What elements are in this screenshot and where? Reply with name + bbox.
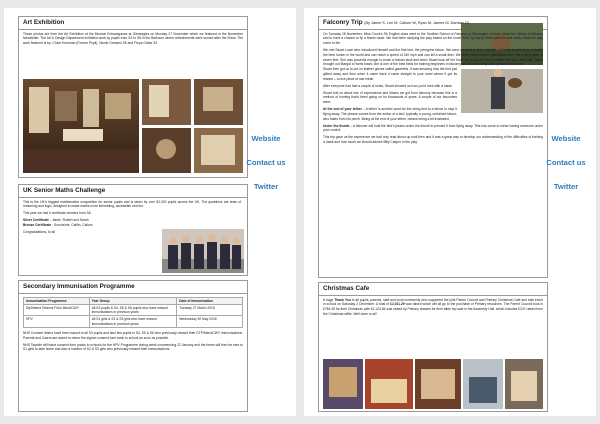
contact-us-link[interactable]: Contact us bbox=[246, 158, 286, 167]
right-page bbox=[304, 8, 596, 416]
falconry-panel bbox=[318, 16, 548, 278]
maths-congrats: Congratulations, to all bbox=[23, 229, 55, 234]
cafe-total: £2,011.29 bbox=[390, 302, 405, 307]
falconry-authors: (By Jamie S, Lee M, Callum W, Ryan M, James M, Damian O) bbox=[364, 21, 469, 25]
table-row bbox=[24, 304, 243, 316]
maths-challenge-title: UK Senior Maths Challenge bbox=[19, 185, 247, 198]
sidebar-links-left bbox=[242, 134, 290, 206]
art-exhibition-panel bbox=[18, 16, 248, 178]
table-cell: Wednesday 30 May 2018 bbox=[177, 316, 243, 328]
website-link[interactable]: Website bbox=[551, 134, 581, 143]
falconry-text bbox=[319, 30, 547, 149]
christmas-cafe-text bbox=[319, 296, 547, 321]
immunisation-panel bbox=[18, 280, 248, 412]
silver-names: - Jamie, Robert and Sarah bbox=[49, 218, 89, 223]
immunisation-consent: NHS Consent letters have been issued to all S3 pupils and also few pupils in S4, S5 & S6 who previously missed their DTP/MenACWY immunisations. Parents and Carers are asked to return the signed consent form back to school as soon as possible. bbox=[23, 330, 243, 340]
maths-winners: This year we had 6 certificate winners from S6. bbox=[23, 211, 92, 216]
twitter-link[interactable]: Twitter bbox=[553, 182, 579, 191]
immunisation-table-header bbox=[24, 297, 243, 304]
website-link[interactable]: Website bbox=[251, 134, 281, 143]
christmas-cafe-body bbox=[323, 298, 543, 317]
cafe-photos-image bbox=[323, 359, 543, 409]
falconry-p2 bbox=[323, 48, 543, 67]
falconry-title: Falconry Trip bbox=[323, 19, 363, 26]
contact-us-link[interactable]: Contact us bbox=[546, 158, 586, 167]
table-cell: Tuesday 27 March 2018 bbox=[177, 304, 243, 316]
idiom-1-label: At the end of your tether bbox=[323, 107, 362, 112]
falconry-idiom-2 bbox=[323, 124, 543, 134]
idiom-2-text: – A falconer will hold the bird's jesses under the thumb to prevent it from flying away. This has come to mean having someone under your control. bbox=[323, 123, 544, 133]
cafe-thank-you: Thank You bbox=[334, 297, 351, 302]
immunisation-table bbox=[23, 297, 243, 328]
art-exhibition-body: These photos are from the Art Exhibition at the Musical Extravaganza at Gleneagles on Monday 27 November which we featured in the November Newsletter. The Art & Design Department exhibited work by pupils from S3 to S6 in the Ballroom where refreshments were served after the Show. The work featured is by: Chloe Horsman (Former Pupil), Nicole Greaves S5 and Freya Oates S3 bbox=[23, 31, 243, 46]
maths-details bbox=[23, 211, 153, 234]
falconry-p1: On Tuesday 28 November, Miss Crook's S6 English class went to the Scottish School of Falconry at Gleneagles to learn about the history of falconry and to have a chance to fly a Harris hawk. We had been studying the play based on the novel "Kes" by Barry Hines and this visit really made the play come to life. bbox=[323, 31, 543, 46]
header-date: Date of Immunisation bbox=[177, 297, 243, 304]
sidebar-links-right bbox=[542, 134, 590, 206]
silver-label: Silver Certificate bbox=[23, 218, 50, 223]
cafe-post: was raised which will all go to the purchase of Primary resources. The Parent Council took in £784.45 for their Christmas cafe £2,124.84 was raised by Primary classes for their table top sale in the Assembly Hall, which includes £247 raised from the Christmas raffle. Well done to all! bbox=[323, 302, 543, 316]
maths-intro: This is the UK's biggest mathematics competition for senior pupils and is taken by over 82,000 pupils across the UK. The questions are tests of reasoning and logic, designed to make maths more interesting, accessible and fun. bbox=[23, 199, 241, 209]
art-exhibition-photo-collage bbox=[23, 79, 243, 173]
idiom-1-text: – A tether is another word for the string tied to a falcon to stop it flying away. The phrase comes from the action of a bird, typically a young, untrained falcon, who bates from his perch. Being at the end of your tether, means being a bit frustrated. bbox=[323, 107, 457, 121]
table-cell: All S3 pupils & S4, S5 & S6 pupils who have missed immunisations in previous years bbox=[89, 304, 177, 316]
table-row bbox=[24, 316, 243, 328]
left-page bbox=[4, 8, 296, 416]
cafe-pre: A huge bbox=[323, 297, 335, 302]
art-exhibition-title: Art Exhibition bbox=[19, 17, 247, 30]
falconry-p3: Stuart then got us to put on leather gloves called gauntlets. It was amazing how the bird just glided away and then when it came back it came straight to your hand where it got its reward – a nice piece of raw meat! bbox=[323, 67, 457, 81]
christmas-cafe-title: Christmas Cafe bbox=[319, 283, 547, 296]
falconry-p2-text: We met Stuart Lowe who introduced himself and the first bird, the peregrine falcon. We were amazed to learn that this relatively small bird is probably the best hunter in the world and can reach a speed of 240 mph and can kill a small deer. We were introduced to Marmalade who has a wing span of seven feet. She was powerful enough to crush a human skull and when Stuart took off her hood we could see how beautiful she was. After that, Stuart brought out Margot a Harris hawk; she is one of the best birds for training beginners in falconry as she was really calm, passive and tame. bbox=[323, 48, 543, 67]
falconry-p6: This trip gave us the experience we had only read about up until then and it was a great way to develop our understanding of the difficulties of training a hawk and how much we should admire Billy Casper in the play. bbox=[323, 135, 543, 144]
immunisation-title: Secondary Immunisation Programme bbox=[19, 281, 247, 294]
cafe-mid: to all pupils, parents, staff and local community who supported the joint Parent Council and Primary Christmas Cafe and sale event in school on Saturday 2 December. A total of bbox=[323, 297, 543, 307]
table-cell: Diphtheria Tetanus Polio MenACWY bbox=[24, 304, 90, 316]
immunisation-text bbox=[19, 329, 247, 356]
maths-challenge-panel bbox=[18, 184, 248, 276]
bronze-label: Bronze Certificate bbox=[23, 222, 52, 227]
idiom-2-label: Under the thumb bbox=[323, 123, 350, 128]
christmas-cafe-panel bbox=[318, 282, 548, 412]
table-cell: HPV bbox=[24, 316, 90, 328]
maths-group-photo bbox=[162, 229, 244, 273]
header-programme: Immunisation Programme bbox=[24, 297, 90, 304]
twitter-link[interactable]: Twitter bbox=[253, 182, 279, 191]
art-exhibition-text bbox=[19, 30, 247, 74]
christmas-cafe-photos bbox=[323, 359, 543, 409]
immunisation-hpv: NHS Tayside will issue consent form packs to schools for the HPV Programme during week commencing 22 January and the forms will then be sent to S1 girls to take home and also a number of S2 & S3 girls who previously missed their immunisations. bbox=[23, 342, 243, 352]
bronze-names: : Sorcha'ele, Caitlin, Callum bbox=[52, 222, 93, 227]
falconry-p5: Stuart told us about lots of expressions and idioms we got from falconry because this is a method of hunting that's been going on for thousands of years. A couple of our favourites were: bbox=[323, 90, 457, 105]
falconry-p4: After everyone had had a couple of shots, Stuart showed us how you'd hunt with a hawk. bbox=[323, 83, 453, 88]
table-cell: All S1 girls & S2 & S3 girls who have missed immunisations in previous years bbox=[89, 316, 177, 328]
art-photos-image bbox=[23, 79, 243, 173]
maths-photo-image bbox=[162, 229, 244, 273]
header-year-group: Year Group bbox=[89, 297, 177, 304]
